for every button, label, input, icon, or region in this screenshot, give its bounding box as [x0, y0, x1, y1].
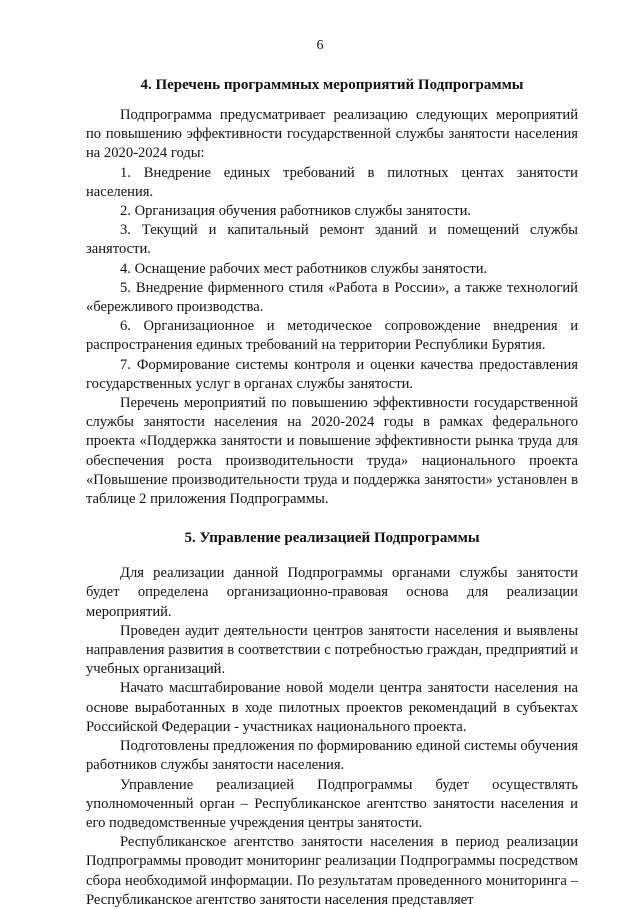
- page-content: [86, 74, 578, 910]
- section-5-paragraph: Управление реализацией Подпрограммы будет осуществлять уполномоченный орган – Республиканское агентство занятости населения и его подведомственные учреждения центры занятости.: [86, 776, 578, 831]
- list-item: 7. Формирование системы контроля и оценки качества предоставления государственных услуг в органах службы занятости.: [86, 356, 578, 392]
- list-item: 1. Внедрение единых требований в пилотных центах занятости населения.: [86, 164, 578, 200]
- list-item: 3. Текущий и капитальный ремонт зданий и помещений службы занятости.: [86, 222, 578, 258]
- section-4-heading: 4. Перечень программных мероприятий Подпрограммы: [140, 77, 524, 93]
- section-4-intro: Подпрограмма предусматривает реализацию следующих мероприятий по повышению эффективности государственной службы занятости населения на 2020-2024 годы:: [86, 107, 578, 162]
- section-5-heading: 5. Управление реализацией Подпрограммы: [184, 530, 480, 547]
- section-4-closing: Перечень мероприятий по повышению эффективности государственной службы занятости населения на 2020-2024 годы в рамках федерального проекта «Поддержка занятости и повышение эффективности рынка труда для обеспечения роста производительности труда» национального проекта «Повышение производительности труда и поддержка занятости» установлен в таблице 2 приложения Подпрограммы.: [86, 395, 578, 508]
- section-4-list: [86, 164, 578, 394]
- list-item: 4. Оснащение рабочих мест работников службы занятости.: [120, 260, 488, 277]
- section-5-paragraph: Начато масштабирование новой модели центра занятости населения на основе выработанных в ходе пилотных проектов рекомендаций в субъектах Российской Федерации - участниках национального проекта.: [86, 680, 578, 735]
- section-5-paragraph: Республиканское агентство занятости населения в период реализации Подпрограммы проводит мониторинг реализации Подпрограммы посредством сбора необходимой информации. По результатам проведенного мониторинга – Республиканское агентство занятости населения представляет: [86, 834, 578, 908]
- section-5-paragraph: Для реализации данной Подпрограммы органами службы занятости будет определена организационно-правовая основа для реализации мероприятий.: [86, 565, 578, 620]
- list-item: 5. Внедрение фирменного стиля «Работа в России», а также технологий «бережливого производства.: [86, 279, 578, 316]
- list-item: 2. Организация обучения работников службы занятости.: [120, 203, 472, 220]
- section-5-paragraph: Подготовлены предложения по формированию единой системы обучения работников службы занятости населения.: [86, 738, 578, 774]
- list-item: 6. Организационное и методическое сопровождение внедрения и распространения единых требований на территории Республики Бурятия.: [86, 318, 578, 354]
- page-number: 6: [316, 38, 324, 53]
- section-5-paragraph: Проведен аудит деятельности центров занятости населения и выявлены направления развития в соответствии с потребностью граждан, предприятий и учебных организаций.: [86, 622, 578, 678]
